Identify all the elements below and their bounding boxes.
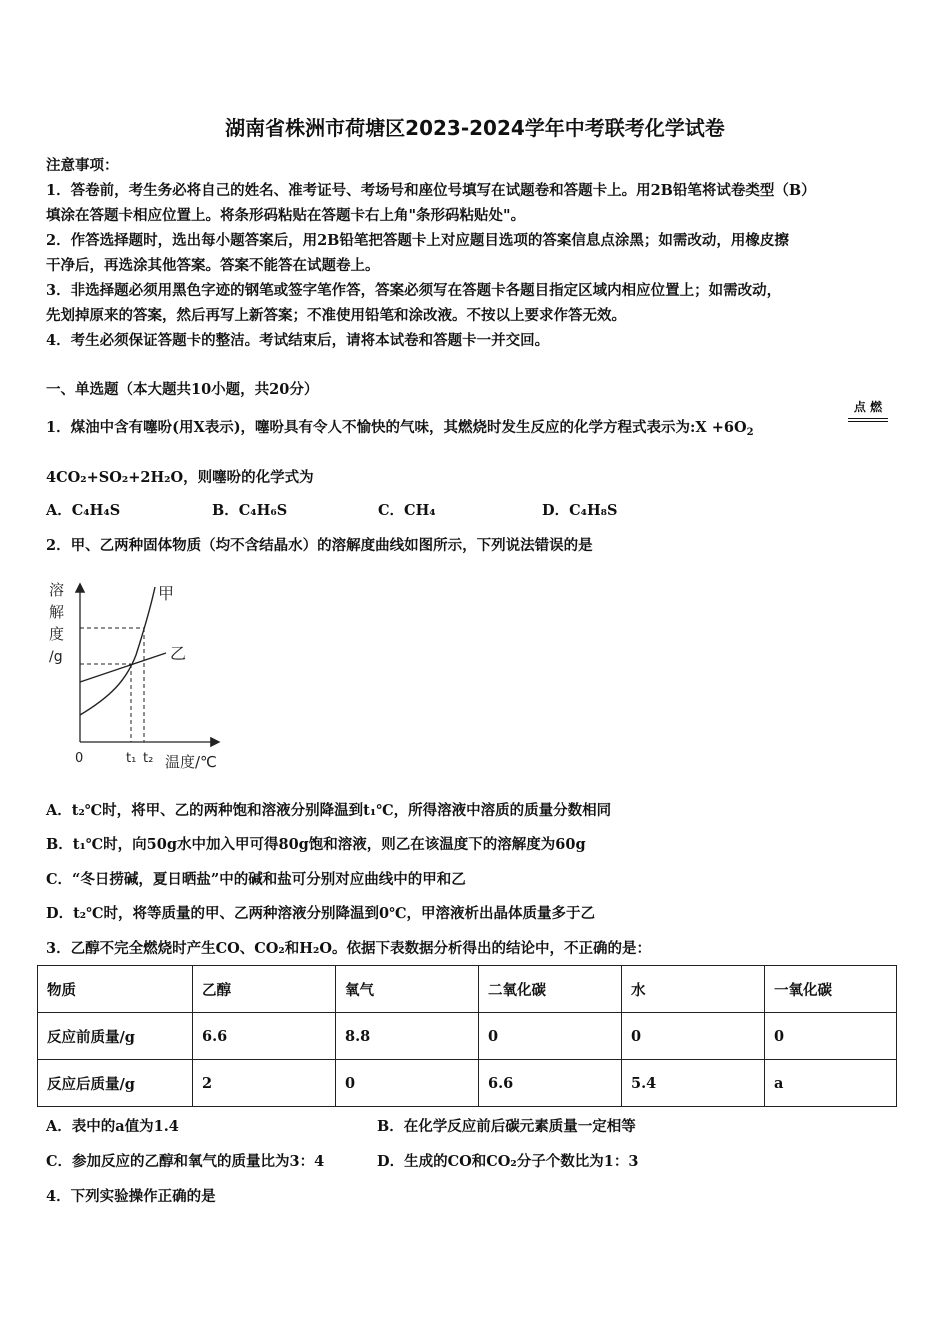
table-header-row xyxy=(38,966,897,1013)
q3-option-b[interactable]: B．在化学反应前后碳元素质量一定相等 xyxy=(377,1118,636,1135)
table-cell: 反应前质量/g xyxy=(38,1013,193,1060)
y-label-char: 溶 xyxy=(49,581,65,599)
notice-line: 先划掉原来的答案，然后再写上新答案；不准使用铅笔和涂改液。不按以上要求作答无效。 xyxy=(46,307,626,324)
table-header-cell: 水 xyxy=(622,966,765,1013)
section-heading: 一、单选题（本大题共10小题，共20分） xyxy=(46,381,319,398)
curve-yi-label: 乙 xyxy=(170,644,187,663)
curve-jia-label: 甲 xyxy=(158,584,175,603)
table-cell: a xyxy=(765,1060,897,1107)
table-cell: 0 xyxy=(622,1013,765,1060)
q2-option-d[interactable]: D．t₂℃时，将等质量的甲、乙两种溶液分别降温到0℃，甲溶液析出晶体质量多于乙 xyxy=(46,905,595,922)
t1-label: t₁ xyxy=(126,751,137,766)
table-header-cell: 一氧化碳 xyxy=(765,966,897,1013)
table-cell: 8.8 xyxy=(336,1013,479,1060)
table-cell: 6.6 xyxy=(479,1060,622,1107)
page-title: 湖南省株洲市荷塘区2023-2024学年中考联考化学试卷 xyxy=(225,116,725,140)
notice-line: 2．作答选择题时，选出每小题答案后，用2B铅笔把答题卡上对应题目选项的答案信息点涂黑；如需改动，用橡皮擦 xyxy=(46,232,789,249)
notice-line: 3．非选择题必须用黑色字迹的钢笔或签字笔作答，答案必须写在答题卡各题目指定区域内相应位置上；如需改动， xyxy=(46,282,782,299)
q3-data-table xyxy=(37,965,897,1107)
table-header-cell: 二氧化碳 xyxy=(479,966,622,1013)
q3-option-c[interactable]: C．参加反应的乙醇和氧气的质量比为3：4 xyxy=(46,1153,325,1170)
table-cell: 2 xyxy=(193,1060,336,1107)
notice-line: 填涂在答题卡相应位置上。将条形码粘贴在答题卡右上角"条形码粘贴处"。 xyxy=(46,207,526,224)
q1-option-a[interactable]: A．C₄H₄S xyxy=(46,502,121,519)
y-label-char: /g xyxy=(49,649,63,665)
solubility-graph xyxy=(40,575,240,775)
table-header-cell: 乙醇 xyxy=(193,966,336,1013)
reaction-condition: 点 燃 xyxy=(848,398,888,415)
y-label-char: 度 xyxy=(49,625,65,643)
q3-option-d[interactable]: D．生成的CO和CO₂分子个数比为1：3 xyxy=(377,1153,639,1170)
curve-yi xyxy=(80,653,166,682)
notice-line: 干净后，再选涂其他答案。答案不能答在试题卷上。 xyxy=(46,257,380,274)
table-row xyxy=(38,1013,897,1060)
q3-option-a[interactable]: A．表中的a值为1.4 xyxy=(46,1118,179,1135)
table-cell: 0 xyxy=(479,1013,622,1060)
table-cell: 0 xyxy=(765,1013,897,1060)
q1-stem-cont: 4CO₂+SO₂+2H₂O，则噻吩的化学式为 xyxy=(46,469,314,486)
q1-stem: 1．煤油中含有噻吩(用X表示)，噻吩具有令人不愉快的气味，其燃烧时发生反应的化学方程式表示为:X $+6O_2$ xyxy=(46,419,754,438)
notice-line: 1．答卷前，考生务必将自己的姓名、准考证号、考场号和座位号填写在试题卷和答题卡上。用2B铅笔将试卷类型（B） xyxy=(46,182,816,199)
notice-line: 4．考生必须保证答题卡的整洁。考试结束后，请将本试卷和答题卡一并交回。 xyxy=(46,332,550,349)
table-cell: 反应后质量/g xyxy=(38,1060,193,1107)
origin-label: 0 xyxy=(75,751,84,766)
t2-label: t₂ xyxy=(143,751,154,766)
q1-option-d[interactable]: D．C₄H₈S xyxy=(542,502,618,519)
table-cell: 6.6 xyxy=(193,1013,336,1060)
y-label-char: 解 xyxy=(49,603,65,621)
table-cell: 0 xyxy=(336,1060,479,1107)
table-row xyxy=(38,1060,897,1107)
notice-heading: 注意事项： xyxy=(46,157,119,174)
q4-stem: 4．下列实验操作正确的是 xyxy=(46,1188,216,1205)
table-header-cell: 物质 xyxy=(38,966,193,1013)
q2-option-c[interactable]: C．“冬日捞碱，夏日晒盐”中的碱和盐可分别对应曲线中的甲和乙 xyxy=(46,871,466,888)
q2-stem: 2．甲、乙两种固体物质（均不含结晶水）的溶解度曲线如图所示，下列说法错误的是 xyxy=(46,537,593,554)
x-label: 温度/℃ xyxy=(165,753,217,771)
q1-option-c[interactable]: C．CH₄ xyxy=(378,502,436,519)
q3-stem: 3．乙醇不完全燃烧时产生CO、CO₂和H₂O。依据下表数据分析得出的结论中，不正确的是： xyxy=(46,940,651,957)
q1-option-b[interactable]: B．C₄H₆S xyxy=(212,502,288,519)
table-header-cell: 氧气 xyxy=(336,966,479,1013)
table-cell: 5.4 xyxy=(622,1060,765,1107)
q2-option-a[interactable]: A．t₂℃时，将甲、乙的两种饱和溶液分别降温到t₁℃，所得溶液中溶质的质量分数相同 xyxy=(46,802,612,819)
q2-option-b[interactable]: B．t₁℃时，向50g水中加入甲可得80g饱和溶液，则乙在该温度下的溶解度为60g xyxy=(46,836,586,853)
